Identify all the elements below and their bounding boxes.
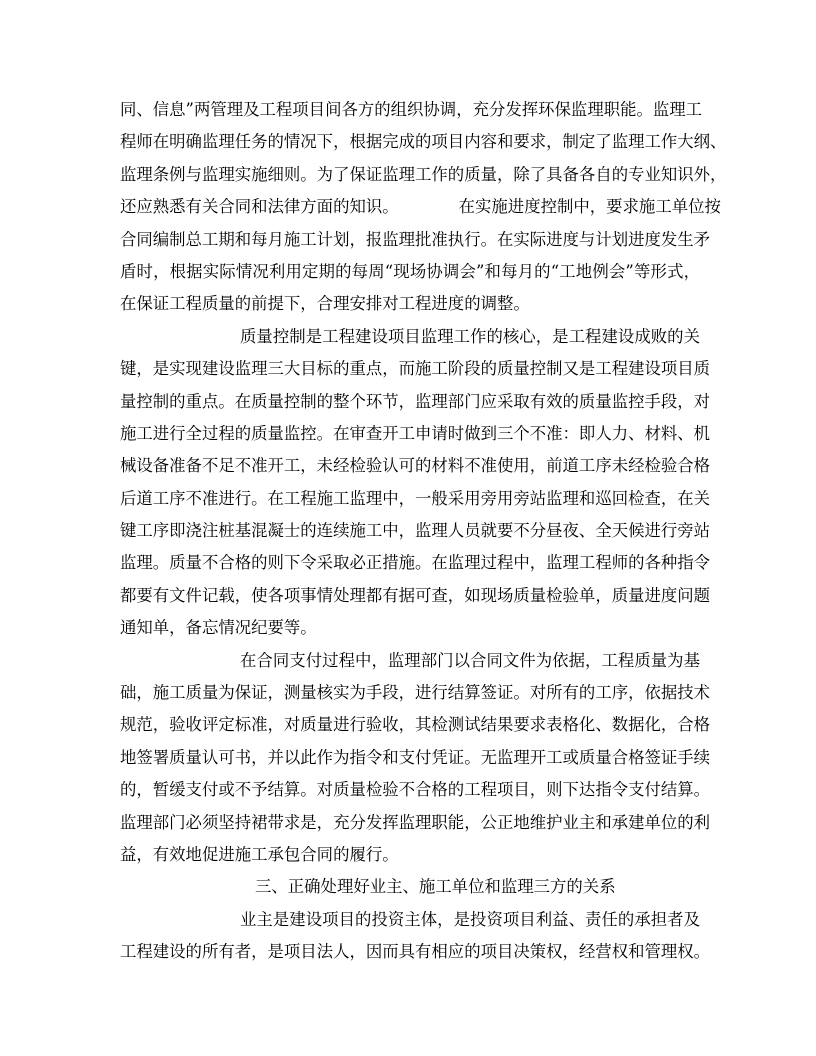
text-line: 量控制的重点。在质量控制的整个环节，监理部门应采取有效的质量监控手段，对: [120, 391, 711, 411]
text-line: 工程建设的所有者，是项目法人，因而具有相应的项目决策权，经营权和管理权。: [120, 942, 711, 962]
text-line: 在保证工程质量的前提下，合理安排对工程进度的调整。: [120, 294, 530, 314]
text-line: 施工进行全过程的质量监控。在审查开工申请时做到三个不准：即人力、材料、机: [120, 423, 711, 443]
document-body: [120, 94, 727, 969]
text-line: 后道工序不准进行。在工程施工监理中，一般采用旁用旁站监理和巡回检查，在关: [120, 488, 711, 508]
text-line-indented: 质量控制是工程建设项目监理工作的核心，是工程建设成败的关: [240, 326, 700, 346]
text-line: 础，施工质量为保证，测量核实为手段，进行结算签证。对所有的工序，依据技术: [120, 683, 711, 703]
text-line: 规范，验收评定标准，对质量进行验收，其检测试结果要求表格化、数据化，合格: [120, 715, 711, 735]
text-line: 键，是实现建设监理三大目标的重点，而施工阶段的质量控制又是工程建设项目质: [120, 359, 711, 379]
text-line: 益，有效地促进施工承包合同的履行。: [120, 844, 399, 864]
text-line: 的，暂缓支付或不予结算。对质量检验不合格的工程项目，则下达指令支付结算。: [120, 780, 711, 800]
text-line: 监理部门必须坚持裙带求是，充分发挥监理职能，公正地维护业主和承建单位的利: [120, 812, 711, 832]
section-heading: 三、正确处理好业主、施工单位和监理三方的关系: [255, 877, 616, 897]
text-line: 键工序即浇注桩基混凝士的连续施工中，监理人员就要不分昼夜、全天候进行旁站: [120, 521, 711, 541]
text-line-indented: 在合同支付过程中，监理部门以合同文件为依据，工程质量为基: [240, 650, 700, 670]
text-line: 合同编制总工期和每月施工计划，报监理批准执行。在实际进度与计划进度发生矛: [120, 229, 711, 249]
text-line: 都要有文件记载，使各项事情处理都有据可查，如现场质量检验单，质量进度问题: [120, 585, 711, 605]
text-line-indented: 业主是建设项目的投资主体，是投资项目利益、责任的承担者及: [240, 909, 700, 929]
text-fragment: 还应熟悉有关合同和法律方面的知识。: [120, 197, 399, 217]
text-fragment: 在实施进度控制中，要求施工单位按: [458, 197, 721, 217]
text-line: 地签署质量认可书，并以此作为指令和支付凭证。无监理开工或质量合格签证手续: [120, 747, 711, 767]
text-line-mixed: [120, 191, 721, 223]
text-line: 盾时，根据实际情况利用定期的每周“现场协调会”和每月的“工地例会”等形式，: [120, 261, 700, 281]
text-line: 通知单，备忘情况纪要等。: [120, 618, 317, 638]
text-line: 同、信息”两管理及工程项目间各方的组织协调，充分发挥环保监理职能。监理工: [120, 100, 703, 119]
text-line: 程师在明确监理任务的情况下，根据完成的项目内容和要求，制定了监理工作大纲、: [120, 132, 727, 152]
text-line: 械设备准备不足不准开工，未经检验认可的材料不准使用，前道工序未经检验合格: [120, 456, 711, 476]
text-line: 监理条例与监理实施细则。为了保证监理工作的质量，除了具备各自的专业知识外，: [120, 164, 727, 184]
text-line: 监理。质量不合格的则下令采取必正措施。在监理过程中，监理工程师的各种指令: [120, 553, 711, 573]
